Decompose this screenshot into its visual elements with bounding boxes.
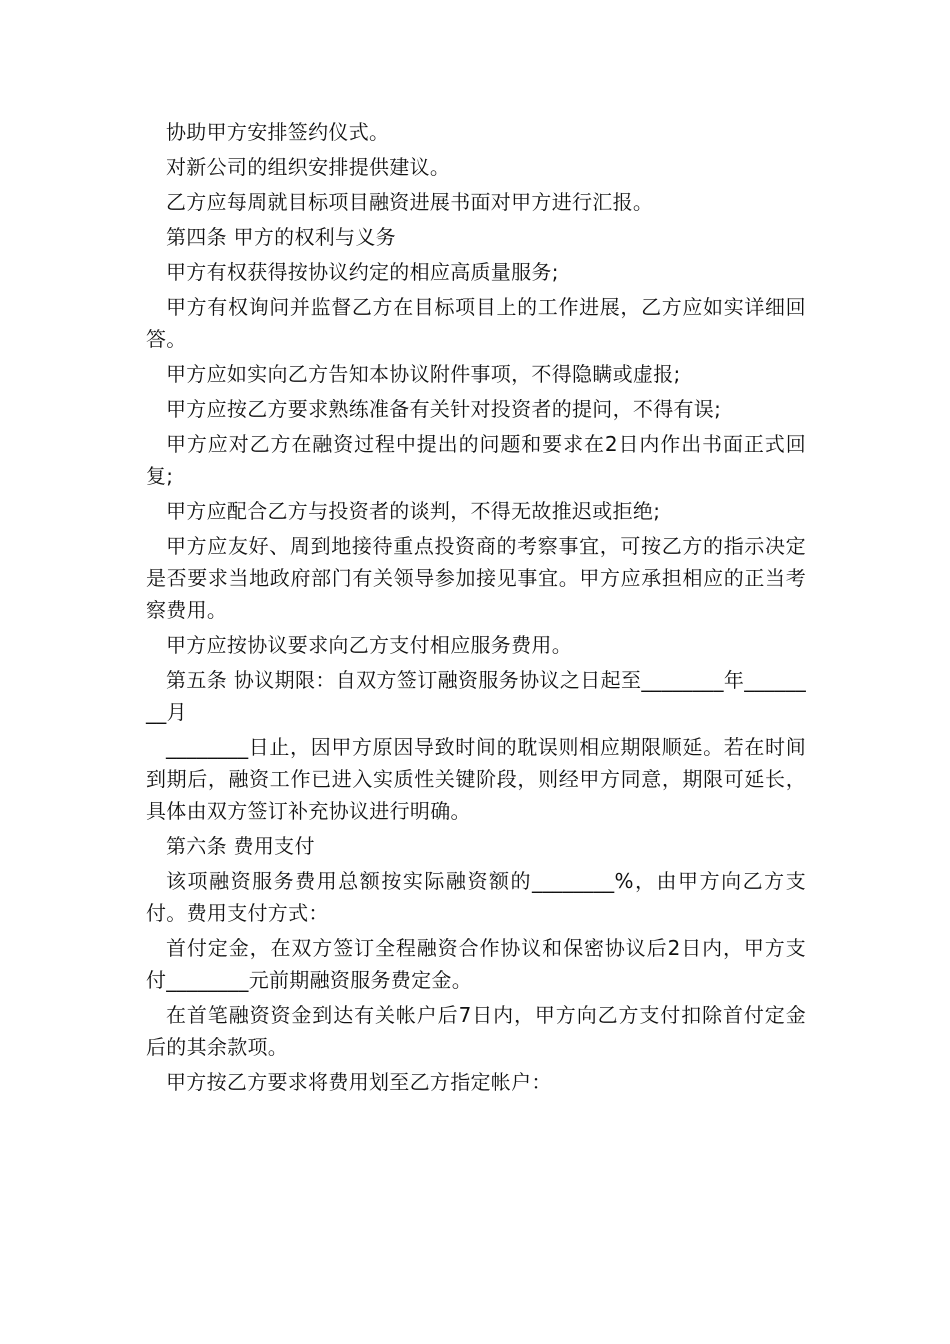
paragraph-7: 甲方应如实向乙方告知本协议附件事项，不得隐瞒或虚报; (166, 362, 681, 386)
paragraph-6: 甲方有权询问并监督乙方在目标项目上的工作进展，乙方应如实详细回答。 (146, 295, 806, 351)
section-heading-4: 第四条 甲方的权利与义务 (166, 225, 396, 249)
paragraph-12: 甲方应按协议要求向乙方支付相应服务费用。 (166, 633, 572, 657)
paragraph-19: 甲方按乙方要求将费用划至乙方指定帐户： (166, 1070, 552, 1094)
section-heading-5: 第五条 协议期限：自双方签订融资服务协议之日起至________年________月 (146, 668, 806, 724)
paragraph-18: 在首笔融资资金到达有关帐户后7日内，甲方向乙方支付扣除首付定金后的其余款项。 (146, 1003, 806, 1059)
section-heading-6: 第六条 费用支付 (166, 834, 315, 858)
paragraph-3: 乙方应每周就目标项目融资进展书面对甲方进行汇报。 (166, 190, 654, 214)
paragraph-1: 协助甲方安排签约仪式。 (166, 120, 390, 144)
paragraph-8: 甲方应按乙方要求熟练准备有关针对投资者的提问，不得有误; (166, 397, 722, 421)
paragraph-9: 甲方应对乙方在融资过程中提出的问题和要求在2日内作出书面正式回复; (146, 432, 806, 488)
paragraph-10: 甲方应配合乙方与投资者的谈判，不得无故推迟或拒绝; (166, 499, 661, 523)
paragraph-2: 对新公司的组织安排提供建议。 (166, 155, 451, 179)
paragraph-17: 首付定金，在双方签订全程融资合作协议和保密协议后2日内，甲方支付________元前期融资服务费定金。 (146, 936, 806, 992)
paragraph-14: ________日止，因甲方原因导致时间的耽误则相应期限顺延。若在时间到期后，融资工作已进入实质性关键阶段，则经甲方同意，期限可延长，具体由双方签订补充协议进行明确。 (146, 735, 806, 823)
paragraph-16: 该项融资服务费用总额按实际融资额的________%，由甲方向乙方支付。费用支付方式： (146, 869, 806, 925)
paragraph-5: 甲方有权获得按协议约定的相应高质量服务; (166, 260, 559, 284)
paragraph-11: 甲方应友好、周到地接待重点投资商的考察事宜，可按乙方的指示决定是否要求当地政府部门有关领导参加接见事宜。甲方应承担相应的正当考察费用。 (146, 534, 806, 622)
